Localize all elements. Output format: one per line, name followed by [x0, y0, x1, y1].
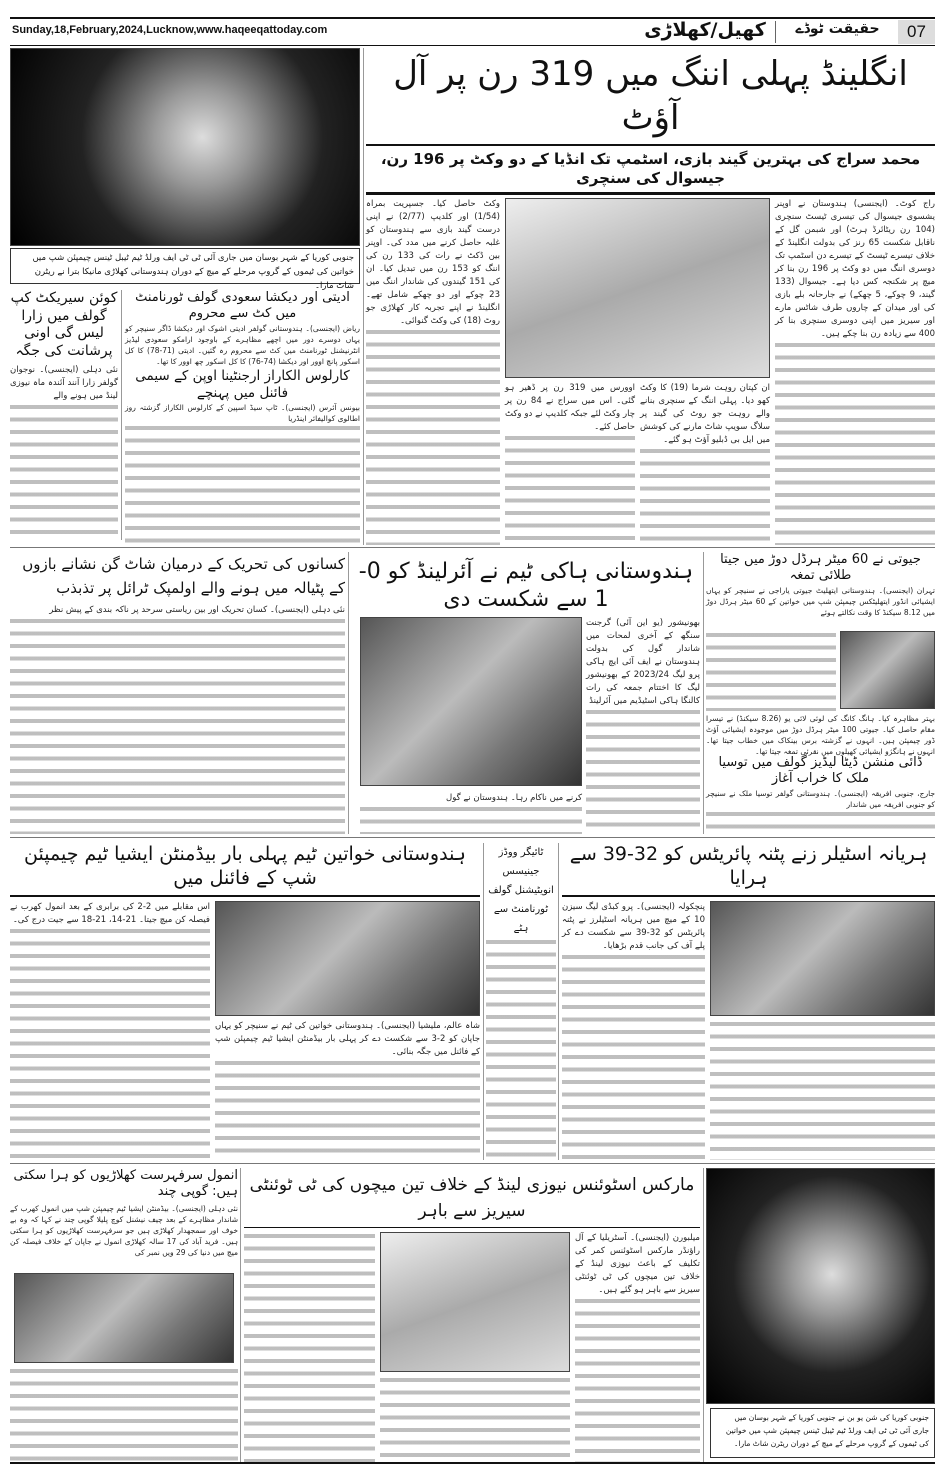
article-hockey: [352, 552, 700, 834]
cricket-col-1: راج کوٹ۔ (ایجنسی) ہندوستان نے اوپنر یشسوی جیسوال کی تیسری ٹیسٹ سنچری (104 رن ریٹائرڈ ہرٹ) اور شبمن گل کے ناقابل شکست 65 رنز کی بدولت انگلینڈ کے خلاف تیسرے ٹیسٹ کے تیسرے دن اسٹمپ تک دوسری اننگ میں دو وکٹ پر 196 رن بنا کر میچ پر شکنجہ کس دیا ہے۔ جیسوال (133 گیند، 9 چوکے، 5 چھکے) نے جارحانہ بلے بازی کی اور میدان کے چاروں طرف شاٹس مارے اور سیریز میں اپنی دوسری سنچری بنا کر 400 سے زیادہ رن بنا چکے ہیں۔: [775, 198, 935, 545]
headline: ہندوستانی ہاکی ٹیم نے آئرلینڈ کو 0-1 سے شکست دی: [358, 559, 694, 612]
kabaddi-photo: [710, 901, 935, 1016]
cricket-col-2: وکٹ حاصل کیا۔ جسپریت بمراہ (1/54) اور کلدیپ (2/77) نے اپنی درست گیند بازی سے ہندوستان کو غلبہ حاصل کرنے میں مدد کی۔ اوپنر بین ڈکٹ نے رات کی 133 رن کی اننگ کو 153 رن میں تبدیل کیا۔ ان کی 151 گیندوں کی شاندار اننگ میں 23 چوکے اور دو چھکے شامل تھے۔ انگلینڈ نے اپنے تجربہ کار کھلاڑی جو روٹ (18) کی وکٹ گنوائی۔: [366, 198, 500, 545]
table-tennis-photo: [10, 48, 360, 246]
stoinis-col-2: [244, 1232, 375, 1463]
hockey-col-2: کرنے میں ناکام رہا۔ ہندوستان نے گول: [360, 792, 582, 834]
headline: کسانوں کی تحریک کے درمیان شاٹ گن نشانے بازوں کے پٹیالہ میں ہونے والے اولمپک ٹرائل پر تذبذب: [22, 555, 345, 597]
stoinis-col-3: [380, 1376, 570, 1463]
headline: انمول سرفہرست کھلاڑیوں کو ہرا سکتی ہیں: گوپی چند: [13, 1168, 238, 1200]
stoinis-photo: [380, 1232, 570, 1372]
article-badminton: [10, 841, 480, 1160]
hockey-photo: [360, 617, 582, 786]
jyothi-photo: [840, 631, 935, 709]
cricket-col-3: اوورس میں 319 رن پر ڈھیر ہو گئی۔ اس میں سراج نے 84 رن پر چار وکٹ لئے جبکہ کلدیپ نے دو وکٹ حاصل کئے۔: [505, 382, 635, 545]
cricket-photo: [505, 198, 770, 378]
headline: ڈائی منشن ڈیٹا لیڈیز گولف میں توسیا ملک کا خراب آغاز: [718, 755, 923, 787]
article-zara: [10, 290, 118, 540]
kabaddi-col-1: پنچکولہ (ایجنسی)۔ پرو کبڈی لیگ سیزن 10 کے میچ میں ہریانہ اسٹیلرز نے پٹنہ پائریٹس کو 32-39 سے شکست دے کر پلے آف کی جانب قدم بڑھایا۔: [562, 901, 705, 1161]
headline: کارلوس الکاراز ارجنٹینا اوپن کے سیمی فائنل میں پہنچے: [135, 368, 350, 401]
article-cricket: [366, 48, 935, 545]
gopichand-photo: [14, 1273, 234, 1363]
article-body: نئی دہلی (ایجنسی)۔ نوجوان گولفر زارا آنند آئندہ ماہ نیوزی لینڈ میں ہونے والے: [10, 365, 118, 401]
badminton-col-2: اس مقابلے میں 2-2 کی برابری کے بعد انمول کھرب نے فیصلہ کن میچ جیتا۔ 21-14، 21-18 سے جیت درج کی۔: [10, 901, 210, 1161]
article-carlos: [125, 368, 360, 543]
article-diksha: ڈائی منشن ڈیٹا لیڈیز گولف میں توسیا ملک کا خراب آغاز جارج، جنوبی افریقہ (ایجنسی)۔ ہندوستانی گولفر توسیا ملک نے سنیچر کو جنوبی افریقہ میں شاندار: [706, 755, 935, 834]
article-aditi: [125, 290, 360, 365]
article-body: ریاض (ایجنسی)۔ ہندوستانی گولفر ادیتی اشوک اور دیکشا ڈاگر سنیچر کو یہاں دوسرے دور میں اچھے مظاہرے کے باوجود ارامکو سعودی لیڈیز انٹرنیشنل ٹورنامنٹ میں کٹ سے محروم رہ گئیں۔ ادیتی (71-78) کا کل اسکور پانچ اوور اور دیکشا (74-76) کا کل اسکور چھ اوور کا تھا۔: [125, 323, 360, 366]
headline: ٹائیگر ووڈز جینیسس انویٹیشنل گولف ٹورنامنٹ سے ہٹے: [488, 847, 554, 934]
article-body: بیونس آئرس (ایجنسی)۔ ٹاپ سیڈ اسپین کے کارلوس الکاراز گزشتہ روز اطالوی کوالیفائر اینڈریا: [125, 402, 360, 423]
photo-caption: جنوبی کوریا کے شہر بوسان میں جاری آئی ٹی ٹی ایف ورلڈ ٹیم ٹیبل ٹینس چیمپئن شپ میں خواتین کی ٹیموں کے گروپ مرحلے کے میچ کے دوران ہندوستانی کھلاڑی مانیکا بترا نے ریٹرن شاٹ مارا۔: [10, 248, 360, 284]
badminton-photo: [215, 901, 480, 1016]
article-jyothi: جیوتی نے 60 میٹر ہرڈل دوڑ میں جیتا طلائی تمغہ تہران (ایجنسی)۔ ہندوستانی ایتھلیٹ جیوتی یاراجی نے سنیچر کو یہاں ایشیائی انڈور ایتھلیٹکس چیمپئن شپ میں خواتین کے 60 میٹر ہرڈل دوڑ میں 8.12 سیکنڈ کا وقت نکالتے ہوئے بہتر مظاہرہ کیا۔ ہانگ کانگ کی لوئی لائی یو (8.26 سیکنڈ) نے تیسرا مقام حاصل کیا۔ جیوتی 100 میٹر ہرڈل دوڑ میں موجودہ ایشیائی آؤٹ ڈور چیمپئن ہیں۔ انہوں نے گزشتہ برس بینکاک میں خطاب جیتا تھا۔ انہوں نے ہانگژو ایشیائی کھیلوں میں نقرئی تمغہ جیتا تھا۔: [706, 552, 935, 756]
headline-stoinis: مارکس اسٹوئنس نیوزی لینڈ کے خلاف تین میچوں کی ٹی ٹوئنٹی سیریز سے باہر: [249, 1175, 695, 1222]
article-anmol: انمول سرفہرست کھلاڑیوں کو ہرا سکتی ہیں: گوپی چند نئی دہلی (ایجنسی)۔ بیڈمنٹن ایشیا ٹیم چیمپئن شپ میں انمول کھرب کے شاندار مظاہرے کے بعد چیف نیشنل کوچ پلیلا گوپی چند نے کہا کہ وہ بے خوف اور سمجھدار کھلاڑی ہیں جو سرفہرست کھلاڑیوں کو ہرا سکتی ہیں۔ فرید آباد کی 17 سالہ کھلاڑی انمول نے جاپان کے خلاف فیصلہ کن میچ میں دنیا کی 29 ویں نمبر کی: [10, 1168, 238, 1463]
headline-kabaddi: ہریانہ اسٹیلر زنے پٹنہ پائریٹس کو 32-39 سے ہرایا: [569, 843, 928, 889]
headline-badminton: ہندوستانی خواتین ٹیم پہلی بار بیڈمنٹن ایشیا ٹیم چیمپئن شپ کے فائنل میں: [24, 843, 466, 889]
badminton-col-1: شاہ عالم، ملیشیا (ایجنسی)۔ ہندوستانی خواتین کی ٹیم نے سنیچر کو یہاں جاپان کو 2-3 سے شکست دے کر پہلی بار بیڈمنٹن ایشیا ٹیم چیمپئن شپ کے فائنل میں جگہ بنائی۔: [215, 1020, 480, 1161]
headline: کوئن سیریکٹ کپ گولف میں زارا لیس گی اونی پرشانت کی جگہ: [10, 290, 118, 359]
main-headline: انگلینڈ پہلی اننگ میں 319 رن پر آل آؤٹ: [393, 54, 908, 139]
article-golf-tiger: [486, 843, 556, 1160]
article-farmers: کسانوں کی تحریک کے درمیان شاٹ گن نشانے بازوں کے پٹیالہ میں ہونے والے اولمپک ٹرائل پر تذبذب نئی دہلی (ایجنسی)۔ کسان تحریک اور بین ریاستی سرحد پر ناکہ بندی کے پیش نظر: [10, 552, 345, 834]
article-stoinis: [244, 1168, 700, 1463]
page-number: 07: [898, 20, 935, 44]
subheadline: محمد سراج کی بہترین گیند بازی، اسٹمپ تک انڈیا کے دو وکٹ پر 196 رن، جیسوال کی سنچری: [380, 150, 921, 188]
headline: جیوتی نے 60 میٹر ہرڈل دوڑ میں جیتا طلائی تمغہ: [720, 552, 921, 584]
section-title: کھیل/کھلاڑی: [644, 19, 766, 41]
article-kabaddi: [562, 841, 935, 1160]
stoinis-col-1: میلبورن (ایجنسی)۔ آسٹریلیا کے آل راؤنڈر مارکس اسٹوئنس کمر کی تکلیف کے باعث نیوزی لینڈ کے خلاف تین میچوں کی ٹی ٹوئنٹی سیریز سے باہر ہو گئے ہیں۔: [575, 1232, 700, 1463]
hockey-col-1: بھونیشور (یو این آئی) گرجنت سنگھ کے آخری لمحات میں شاندار گول کی بدولت ہندوستان نے ایف آئی ایچ ہاکی پرو لیگ 2023/24 کے بھونیشور لیگ کا اختتام جمعہ کی رات کالنگا ہاکی اسٹیڈیم میں آئرلینڈ: [586, 617, 700, 834]
cricket-col-4: ان کپتان روہت شرما (19) کا وکٹ کھو دیا۔ پہلی اننگ کے سنچری بنانے والے روہت جو روٹ کی گیند پر سلاگ سویپ شاٹ مارنے کی کوشش میں ایل بی ڈبلیو آؤٹ ہو گئے۔: [640, 382, 770, 545]
kabaddi-col-2: [710, 1020, 935, 1161]
headline: ادیتی اور دیکشا سعودی گولف ٹورنامنٹ میں کٹ سے محروم: [135, 290, 350, 322]
masthead-logo: حقیقت ٹوڈے: [795, 21, 880, 37]
table-tennis-photo-2: [706, 1168, 935, 1404]
photo-caption: جنوبی کوریا کی شن یو بن نے جنوبی کوریا کے شہر بوسان میں جاری آئی ٹی ٹی ایف ورلڈ ٹیم ٹیبل ٹینس چیمپئن شپ میں خواتین کی ٹیموں کے گروپ مرحلے کے میچ کے دوران ریٹرن شاٹ مارا۔: [710, 1408, 935, 1458]
dateline: Sunday,18,February,2024,Lucknow,www.haqeeqattoday.com: [12, 24, 328, 36]
